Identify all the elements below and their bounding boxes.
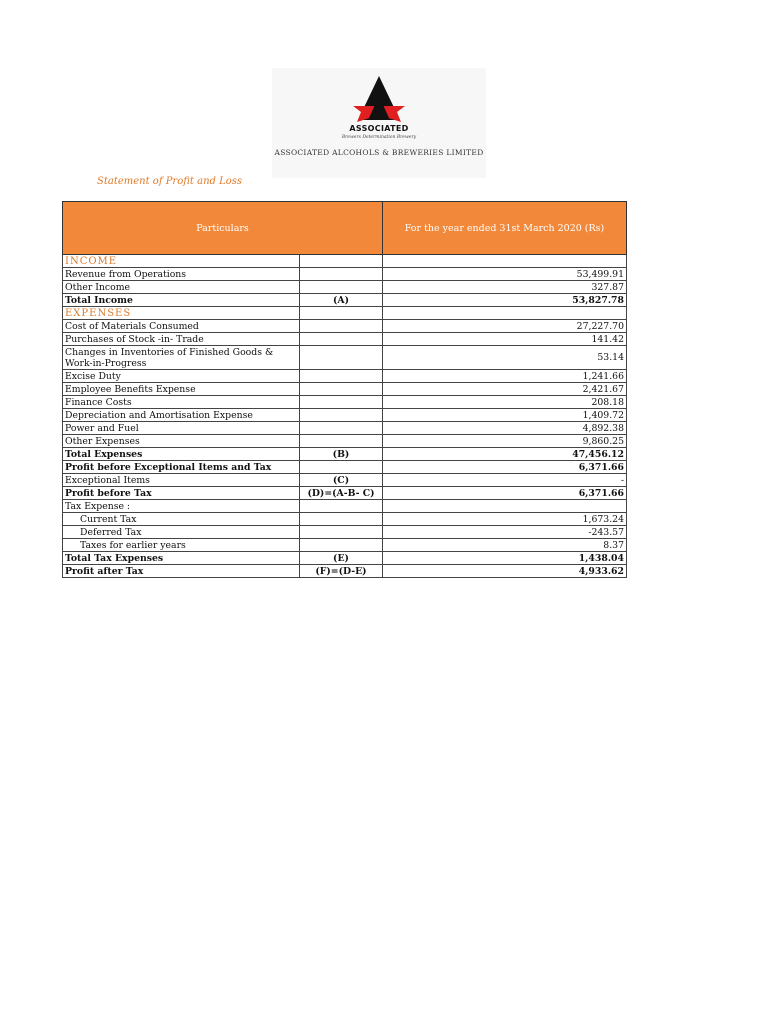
row-label: Current Tax <box>63 513 300 526</box>
table-row <box>63 396 627 409</box>
row-value: 4,892.38 <box>383 422 627 435</box>
statement-title: Statement of Profit and Loss <box>97 176 243 187</box>
row-value: 53.14 <box>383 346 627 370</box>
brand-tagline: Brewers Determination Brewery <box>341 135 417 140</box>
row-ref <box>300 435 383 448</box>
row-ref <box>300 383 383 396</box>
row-value: 47,456.12 <box>383 448 627 461</box>
row-ref <box>300 539 383 552</box>
table-row <box>63 268 627 281</box>
row-value <box>383 307 627 320</box>
row-value: -243.57 <box>383 526 627 539</box>
row-ref <box>300 422 383 435</box>
row-value: 1,673.24 <box>383 513 627 526</box>
row-ref: (C) <box>300 474 383 487</box>
table-row-profit-before-exceptional <box>63 461 627 474</box>
table-row-profit-after-tax <box>63 565 627 578</box>
row-ref: (F)=(D-E) <box>300 565 383 578</box>
table-row <box>63 281 627 294</box>
row-label: Revenue from Operations <box>63 268 300 281</box>
row-ref: (A) <box>300 294 383 307</box>
row-label: Profit before Exceptional Items and Tax <box>63 461 300 474</box>
table-row <box>63 474 627 487</box>
row-ref <box>300 526 383 539</box>
row-ref <box>300 255 383 268</box>
row-label: Changes in Inventories of Finished Goods & Work-in-Progress <box>63 346 300 370</box>
row-ref <box>300 396 383 409</box>
row-value: 4,933.62 <box>383 565 627 578</box>
row-label: Tax Expense : <box>63 500 300 513</box>
row-label: Depreciation and Amortisation Expense <box>63 409 300 422</box>
row-ref <box>300 281 383 294</box>
table-row-income-heading <box>63 255 627 268</box>
row-value: - <box>383 474 627 487</box>
row-value: 53,499.91 <box>383 268 627 281</box>
row-ref <box>300 500 383 513</box>
row-value: 1,409.72 <box>383 409 627 422</box>
row-value <box>383 500 627 513</box>
row-label: Excise Duty <box>63 370 300 383</box>
row-ref <box>300 268 383 281</box>
year-header: For the year ended 31st March 2020 (Rs) <box>383 202 627 255</box>
row-label: Employee Benefits Expense <box>63 383 300 396</box>
row-value: 6,371.66 <box>383 461 627 474</box>
company-name: ASSOCIATED ALCOHOLS & BREWERIES LIMITED <box>274 148 484 157</box>
company-logo-block <box>272 68 486 178</box>
row-label: Deferred Tax <box>63 526 300 539</box>
table-row-total-expenses <box>63 448 627 461</box>
row-value: 8.37 <box>383 539 627 552</box>
row-value: 208.18 <box>383 396 627 409</box>
row-ref <box>300 409 383 422</box>
row-value: 27,227.70 <box>383 320 627 333</box>
table-row <box>63 370 627 383</box>
table-row <box>63 539 627 552</box>
row-ref <box>300 307 383 320</box>
row-ref <box>300 320 383 333</box>
table-row-expenses-heading <box>63 307 627 320</box>
particulars-header: Particulars <box>63 202 383 255</box>
row-label: Profit after Tax <box>63 565 300 578</box>
row-label: Taxes for earlier years <box>63 539 300 552</box>
row-label: Exceptional Items <box>63 474 300 487</box>
row-ref <box>300 333 383 346</box>
table-row <box>63 346 627 370</box>
table-row <box>63 409 627 422</box>
row-label: EXPENSES <box>63 307 300 320</box>
row-value: 9,860.25 <box>383 435 627 448</box>
row-value: 1,241.66 <box>383 370 627 383</box>
table-header-row <box>63 202 627 255</box>
table-row-total-tax <box>63 552 627 565</box>
profit-loss-table <box>62 201 627 578</box>
row-ref: (E) <box>300 552 383 565</box>
row-ref: (B) <box>300 448 383 461</box>
row-value: 327.87 <box>383 281 627 294</box>
table-row <box>63 513 627 526</box>
row-label: Other Expenses <box>63 435 300 448</box>
row-value: 1,438.04 <box>383 552 627 565</box>
row-label: Other Income <box>63 281 300 294</box>
row-label: Purchases of Stock -in- Trade <box>63 333 300 346</box>
row-value: 6,371.66 <box>383 487 627 500</box>
row-ref <box>300 370 383 383</box>
row-label: Power and Fuel <box>63 422 300 435</box>
row-label: Cost of Materials Consumed <box>63 320 300 333</box>
company-logo-icon <box>345 74 413 124</box>
row-label: Profit before Tax <box>63 487 300 500</box>
row-ref: (D)=(A-B- C) <box>300 487 383 500</box>
row-label: Total Income <box>63 294 300 307</box>
row-label: INCOME <box>63 255 300 268</box>
table-row <box>63 422 627 435</box>
row-value: 53,827.78 <box>383 294 627 307</box>
table-row <box>63 500 627 513</box>
row-label: Total Tax Expenses <box>63 552 300 565</box>
table-row <box>63 435 627 448</box>
row-label: Finance Costs <box>63 396 300 409</box>
table-row-profit-before-tax <box>63 487 627 500</box>
table-row <box>63 333 627 346</box>
table-row <box>63 320 627 333</box>
row-value: 2,421.67 <box>383 383 627 396</box>
table-row-total-income <box>63 294 627 307</box>
table-row <box>63 526 627 539</box>
row-value: 141.42 <box>383 333 627 346</box>
table-row <box>63 383 627 396</box>
row-ref <box>300 346 383 370</box>
row-label: Total Expenses <box>63 448 300 461</box>
row-value <box>383 255 627 268</box>
row-ref <box>300 461 383 474</box>
row-ref <box>300 513 383 526</box>
brand-name: ASSOCIATED <box>349 124 409 133</box>
